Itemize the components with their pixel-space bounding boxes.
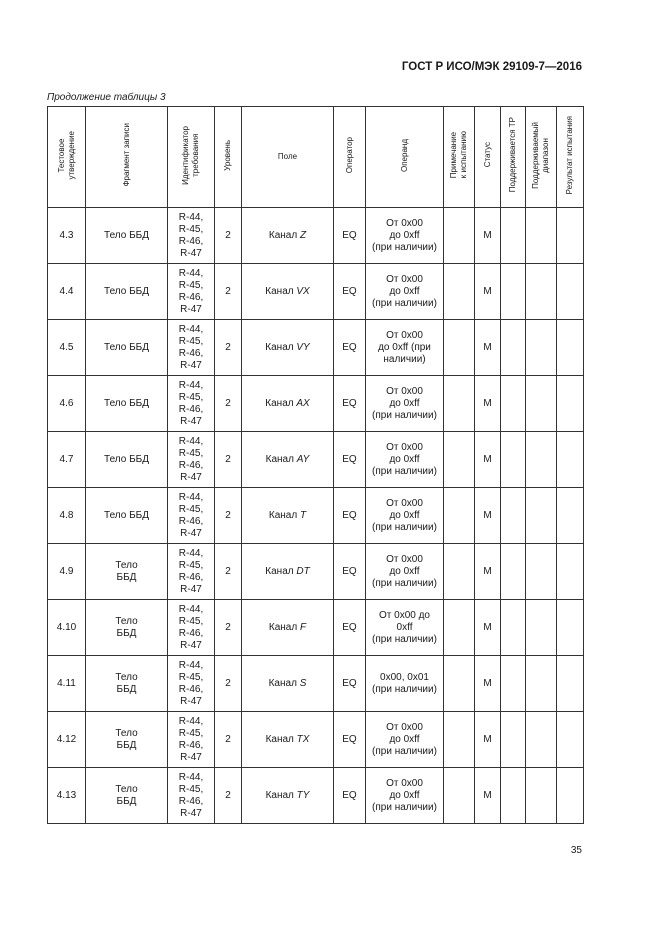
row-field-cell <box>242 768 334 824</box>
row-status-text: M <box>483 509 492 521</box>
row-requirement-cell <box>168 712 215 768</box>
header-field: Поле <box>242 107 334 208</box>
row-operand-text: От 0x00 до 0xff (при наличии) <box>372 721 437 757</box>
row-note-cell <box>444 376 475 432</box>
row-fragment-text: Тело ББД <box>115 727 138 751</box>
row-supported-tp-cell <box>501 600 526 656</box>
row-status-cell <box>475 656 501 712</box>
row-operator-text: EQ <box>342 565 357 577</box>
row-operator-text: EQ <box>342 341 357 353</box>
row-level-text: 2 <box>225 285 231 297</box>
field-variable: TX <box>296 733 310 745</box>
table-row <box>48 208 584 264</box>
row-note-cell <box>444 712 475 768</box>
document-standard-header: ГОСТ Р ИСО/МЭК 29109-7—2016 <box>401 61 582 73</box>
field-prefix: Канал <box>268 621 300 633</box>
row-requirement-text: R-44, R-45, R-46, R-47 <box>178 435 204 483</box>
row-fragment-cell <box>86 712 168 768</box>
row-fragment-cell <box>86 600 168 656</box>
row-id-text: 4.8 <box>59 509 74 521</box>
row-operand-cell <box>366 544 444 600</box>
row-operator-text: EQ <box>342 509 357 521</box>
row-requirement-text: R-44, R-45, R-46, R-47 <box>178 379 204 427</box>
row-level-cell <box>215 600 242 656</box>
row-supported-tp-cell <box>501 432 526 488</box>
row-note-cell <box>444 768 475 824</box>
row-level-cell <box>215 768 242 824</box>
field-variable: AX <box>296 397 310 409</box>
row-status-cell <box>475 600 501 656</box>
field-prefix: Канал <box>268 677 300 689</box>
row-id-text: 4.10 <box>56 621 77 633</box>
row-supported-range-cell <box>526 712 557 768</box>
row-fragment-text: Тело ББД <box>115 671 138 695</box>
row-fragment-text: Тело ББД <box>104 509 149 521</box>
row-status-text: M <box>483 565 492 577</box>
row-status-text: M <box>483 229 492 241</box>
table-row <box>48 656 584 712</box>
row-requirement-cell <box>168 264 215 320</box>
row-supported-range-cell <box>526 208 557 264</box>
row-fragment-cell <box>86 488 168 544</box>
row-note-cell <box>444 488 475 544</box>
row-fragment-cell <box>86 432 168 488</box>
row-id-text: 4.11 <box>57 677 76 689</box>
row-operand-cell <box>366 600 444 656</box>
header-operator: Оператор <box>334 107 366 208</box>
row-status-cell <box>475 208 501 264</box>
row-level-cell <box>215 544 242 600</box>
row-fragment-cell <box>86 264 168 320</box>
row-fragment-text: Тело ББД <box>104 397 149 409</box>
row-supported-range-cell <box>526 600 557 656</box>
row-result-cell <box>557 712 584 768</box>
field-prefix: Канал <box>265 453 297 465</box>
row-supported-tp-cell <box>501 320 526 376</box>
row-operand-text: От 0x00 до 0xff (при наличии) <box>372 777 437 813</box>
row-requirement-text: R-44, R-45, R-46, R-47 <box>178 547 204 595</box>
row-status-cell <box>475 320 501 376</box>
row-operand-text: От 0x00 до 0xff (при наличии) <box>378 329 431 365</box>
row-supported-range-cell <box>526 376 557 432</box>
table-row <box>48 768 584 824</box>
field-prefix: Канал <box>265 733 297 745</box>
field-prefix: Канал <box>265 341 297 353</box>
row-level-text: 2 <box>225 229 231 241</box>
row-fragment-text: Тело ББД <box>104 285 149 297</box>
row-operator-cell <box>334 320 366 376</box>
row-operand-text: 0x00, 0x01 (при наличии) <box>372 671 437 695</box>
row-operand-text: От 0x00 до 0xff (при наличии) <box>372 609 437 645</box>
row-requirement-text: R-44, R-45, R-46, R-47 <box>178 491 204 539</box>
table-row <box>48 600 584 656</box>
row-id-cell <box>48 320 86 376</box>
row-fragment-text: Тело ББД <box>115 615 138 639</box>
row-operator-cell <box>334 208 366 264</box>
row-operator-cell <box>334 376 366 432</box>
row-fragment-cell <box>86 768 168 824</box>
row-status-cell <box>475 264 501 320</box>
row-operand-cell <box>366 488 444 544</box>
row-level-cell <box>215 656 242 712</box>
row-field-cell <box>242 208 334 264</box>
row-supported-range-cell <box>526 432 557 488</box>
row-supported-range-cell <box>526 768 557 824</box>
field-variable: T <box>299 509 307 521</box>
row-level-text: 2 <box>225 397 231 409</box>
row-operator-text: EQ <box>342 677 357 689</box>
row-operand-text: От 0x00 до 0xff (при наличии) <box>372 441 437 477</box>
row-status-text: M <box>483 285 492 297</box>
row-note-cell <box>444 320 475 376</box>
row-fragment-cell <box>86 544 168 600</box>
row-requirement-cell <box>168 376 215 432</box>
row-status-cell <box>475 544 501 600</box>
field-prefix: Канал <box>265 397 297 409</box>
row-operator-text: EQ <box>342 453 357 465</box>
row-id-cell <box>48 432 86 488</box>
row-operator-cell <box>334 712 366 768</box>
row-field-cell <box>242 376 334 432</box>
field-variable: TY <box>296 789 310 801</box>
row-supported-range-cell <box>526 320 557 376</box>
row-fragment-text: Тело ББД <box>104 341 149 353</box>
test-assertions-table <box>47 106 584 824</box>
header-test-note: Примечание к испытанию <box>444 107 475 208</box>
header-requirement-id: Идентификатор требования <box>168 107 215 208</box>
row-note-cell <box>444 544 475 600</box>
row-status-text: M <box>483 453 492 465</box>
row-level-text: 2 <box>225 453 231 465</box>
row-level-text: 2 <box>225 621 231 633</box>
header-test-result: Результат испытания <box>557 107 584 208</box>
row-supported-range-cell <box>526 264 557 320</box>
field-variable: DT <box>296 565 310 577</box>
row-field-cell <box>242 600 334 656</box>
row-id-text: 4.5 <box>59 341 74 353</box>
row-requirement-text: R-44, R-45, R-46, R-47 <box>178 603 204 651</box>
row-requirement-cell <box>168 208 215 264</box>
row-requirement-text: R-44, R-45, R-46, R-47 <box>178 771 204 819</box>
row-field-cell <box>242 544 334 600</box>
row-requirement-text: R-44, R-45, R-46, R-47 <box>178 659 204 707</box>
row-operator-cell <box>334 488 366 544</box>
row-fragment-cell <box>86 656 168 712</box>
row-id-cell <box>48 488 86 544</box>
field-prefix: Канал <box>265 789 297 801</box>
row-operand-cell <box>366 768 444 824</box>
row-level-cell <box>215 320 242 376</box>
row-operand-cell <box>366 656 444 712</box>
header-test-assertion: Тестовое утверждение <box>48 107 86 208</box>
row-id-cell <box>48 544 86 600</box>
header-status: Статус <box>475 107 501 208</box>
row-level-text: 2 <box>225 565 231 577</box>
field-variable: VX <box>296 285 310 297</box>
row-requirement-cell <box>168 488 215 544</box>
row-operator-cell <box>334 432 366 488</box>
row-id-cell <box>48 376 86 432</box>
row-result-cell <box>557 320 584 376</box>
header-record-fragment: Фрагмент записи <box>86 107 168 208</box>
row-fragment-cell <box>86 376 168 432</box>
row-supported-tp-cell <box>501 264 526 320</box>
row-requirement-cell <box>168 320 215 376</box>
row-requirement-text: R-44, R-45, R-46, R-47 <box>178 211 204 259</box>
row-requirement-text: R-44, R-45, R-46, R-47 <box>178 323 204 371</box>
row-operator-cell <box>334 544 366 600</box>
row-requirement-text: R-44, R-45, R-46, R-47 <box>178 267 204 315</box>
row-operator-text: EQ <box>342 229 357 241</box>
row-operator-text: EQ <box>342 789 357 801</box>
field-prefix: Канал <box>268 229 300 241</box>
row-supported-range-cell <box>526 488 557 544</box>
row-operator-text: EQ <box>342 733 357 745</box>
header-operand: Операнд <box>366 107 444 208</box>
field-variable: Z <box>299 229 307 241</box>
row-supported-range-cell <box>526 656 557 712</box>
row-status-text: M <box>483 677 492 689</box>
row-level-text: 2 <box>225 789 231 801</box>
row-requirement-cell <box>168 544 215 600</box>
row-level-cell <box>215 712 242 768</box>
row-level-cell <box>215 432 242 488</box>
header-supported-range: Поддерживаемый диапазон <box>526 107 557 208</box>
row-operand-cell <box>366 376 444 432</box>
row-id-text: 4.9 <box>59 565 74 577</box>
row-note-cell <box>444 600 475 656</box>
row-status-text: M <box>483 621 492 633</box>
row-fragment-text: Тело ББД <box>104 229 149 241</box>
row-fragment-text: Тело ББД <box>104 453 149 465</box>
row-operand-text: От 0x00 до 0xff (при наличии) <box>372 217 437 253</box>
row-level-text: 2 <box>225 677 231 689</box>
row-field-cell <box>242 656 334 712</box>
row-operand-cell <box>366 320 444 376</box>
row-operator-cell <box>334 656 366 712</box>
row-level-text: 2 <box>225 341 231 353</box>
row-status-text: M <box>483 341 492 353</box>
field-variable: AY <box>296 453 310 465</box>
row-id-cell <box>48 208 86 264</box>
row-result-cell <box>557 376 584 432</box>
row-id-text: 4.13 <box>56 789 77 801</box>
table-row <box>48 376 584 432</box>
row-level-cell <box>215 376 242 432</box>
row-result-cell <box>557 768 584 824</box>
row-operand-text: От 0x00 до 0xff (при наличии) <box>372 553 437 589</box>
row-field-cell <box>242 488 334 544</box>
row-fragment-text: Тело ББД <box>115 559 138 583</box>
row-operand-cell <box>366 712 444 768</box>
row-requirement-text: R-44, R-45, R-46, R-47 <box>178 715 204 763</box>
table-caption: Продолжение таблицы 3 <box>47 92 166 103</box>
row-level-cell <box>215 488 242 544</box>
row-supported-tp-cell <box>501 768 526 824</box>
row-id-cell <box>48 656 86 712</box>
row-note-cell <box>444 208 475 264</box>
row-fragment-cell <box>86 208 168 264</box>
row-status-text: M <box>483 733 492 745</box>
row-status-cell <box>475 488 501 544</box>
field-prefix: Канал <box>265 565 297 577</box>
row-level-cell <box>215 264 242 320</box>
table-row <box>48 544 584 600</box>
row-id-text: 4.3 <box>59 229 74 241</box>
row-supported-tp-cell <box>501 488 526 544</box>
field-prefix: Канал <box>268 509 300 521</box>
row-supported-tp-cell <box>501 376 526 432</box>
row-fragment-cell <box>86 320 168 376</box>
row-field-cell <box>242 712 334 768</box>
row-level-cell <box>215 208 242 264</box>
row-id-cell <box>48 712 86 768</box>
table-row <box>48 712 584 768</box>
row-supported-tp-cell <box>501 656 526 712</box>
row-id-cell <box>48 264 86 320</box>
row-id-text: 4.7 <box>59 453 74 465</box>
row-id-text: 4.12 <box>56 733 77 745</box>
row-note-cell <box>444 432 475 488</box>
row-requirement-cell <box>168 656 215 712</box>
row-operand-text: От 0x00 до 0xff (при наличии) <box>372 273 437 309</box>
row-operand-cell <box>366 208 444 264</box>
row-level-text: 2 <box>225 733 231 745</box>
row-field-cell <box>242 432 334 488</box>
row-note-cell <box>444 656 475 712</box>
row-result-cell <box>557 264 584 320</box>
row-requirement-cell <box>168 768 215 824</box>
row-status-cell <box>475 432 501 488</box>
field-variable: F <box>299 621 307 633</box>
row-supported-tp-cell <box>501 712 526 768</box>
row-supported-tp-cell <box>501 208 526 264</box>
row-operator-cell <box>334 768 366 824</box>
row-field-cell <box>242 320 334 376</box>
row-supported-tp-cell <box>501 544 526 600</box>
field-prefix: Канал <box>265 285 297 297</box>
row-level-text: 2 <box>225 509 231 521</box>
row-operand-cell <box>366 264 444 320</box>
row-operator-text: EQ <box>342 397 357 409</box>
row-status-cell <box>475 376 501 432</box>
row-id-text: 4.6 <box>59 397 74 409</box>
row-result-cell <box>557 544 584 600</box>
row-result-cell <box>557 432 584 488</box>
table-row <box>48 320 584 376</box>
header-level: Уровень <box>215 107 242 208</box>
row-result-cell <box>557 656 584 712</box>
row-operand-text: От 0x00 до 0xff (при наличии) <box>372 385 437 421</box>
row-requirement-cell <box>168 600 215 656</box>
table-row <box>48 488 584 544</box>
row-id-cell <box>48 600 86 656</box>
row-status-cell <box>475 712 501 768</box>
row-operator-cell <box>334 600 366 656</box>
header-supported-tp: Поддерживается ТР <box>501 107 526 208</box>
row-result-cell <box>557 208 584 264</box>
row-operand-cell <box>366 432 444 488</box>
row-requirement-cell <box>168 432 215 488</box>
row-id-cell <box>48 768 86 824</box>
row-result-cell <box>557 488 584 544</box>
row-status-cell <box>475 768 501 824</box>
row-fragment-text: Тело ББД <box>115 783 138 807</box>
table-header-row <box>48 107 584 208</box>
page-number: 35 <box>570 845 582 856</box>
row-supported-range-cell <box>526 544 557 600</box>
table-row <box>48 264 584 320</box>
field-variable: VY <box>296 341 310 353</box>
field-variable: S <box>299 677 307 689</box>
row-status-text: M <box>483 397 492 409</box>
row-operator-text: EQ <box>342 621 357 633</box>
table-row <box>48 432 584 488</box>
row-operator-text: EQ <box>342 285 357 297</box>
row-operator-cell <box>334 264 366 320</box>
row-id-text: 4.4 <box>59 285 74 297</box>
row-operand-text: От 0x00 до 0xff (при наличии) <box>372 497 437 533</box>
row-status-text: M <box>483 789 492 801</box>
row-note-cell <box>444 264 475 320</box>
row-field-cell <box>242 264 334 320</box>
row-result-cell <box>557 600 584 656</box>
